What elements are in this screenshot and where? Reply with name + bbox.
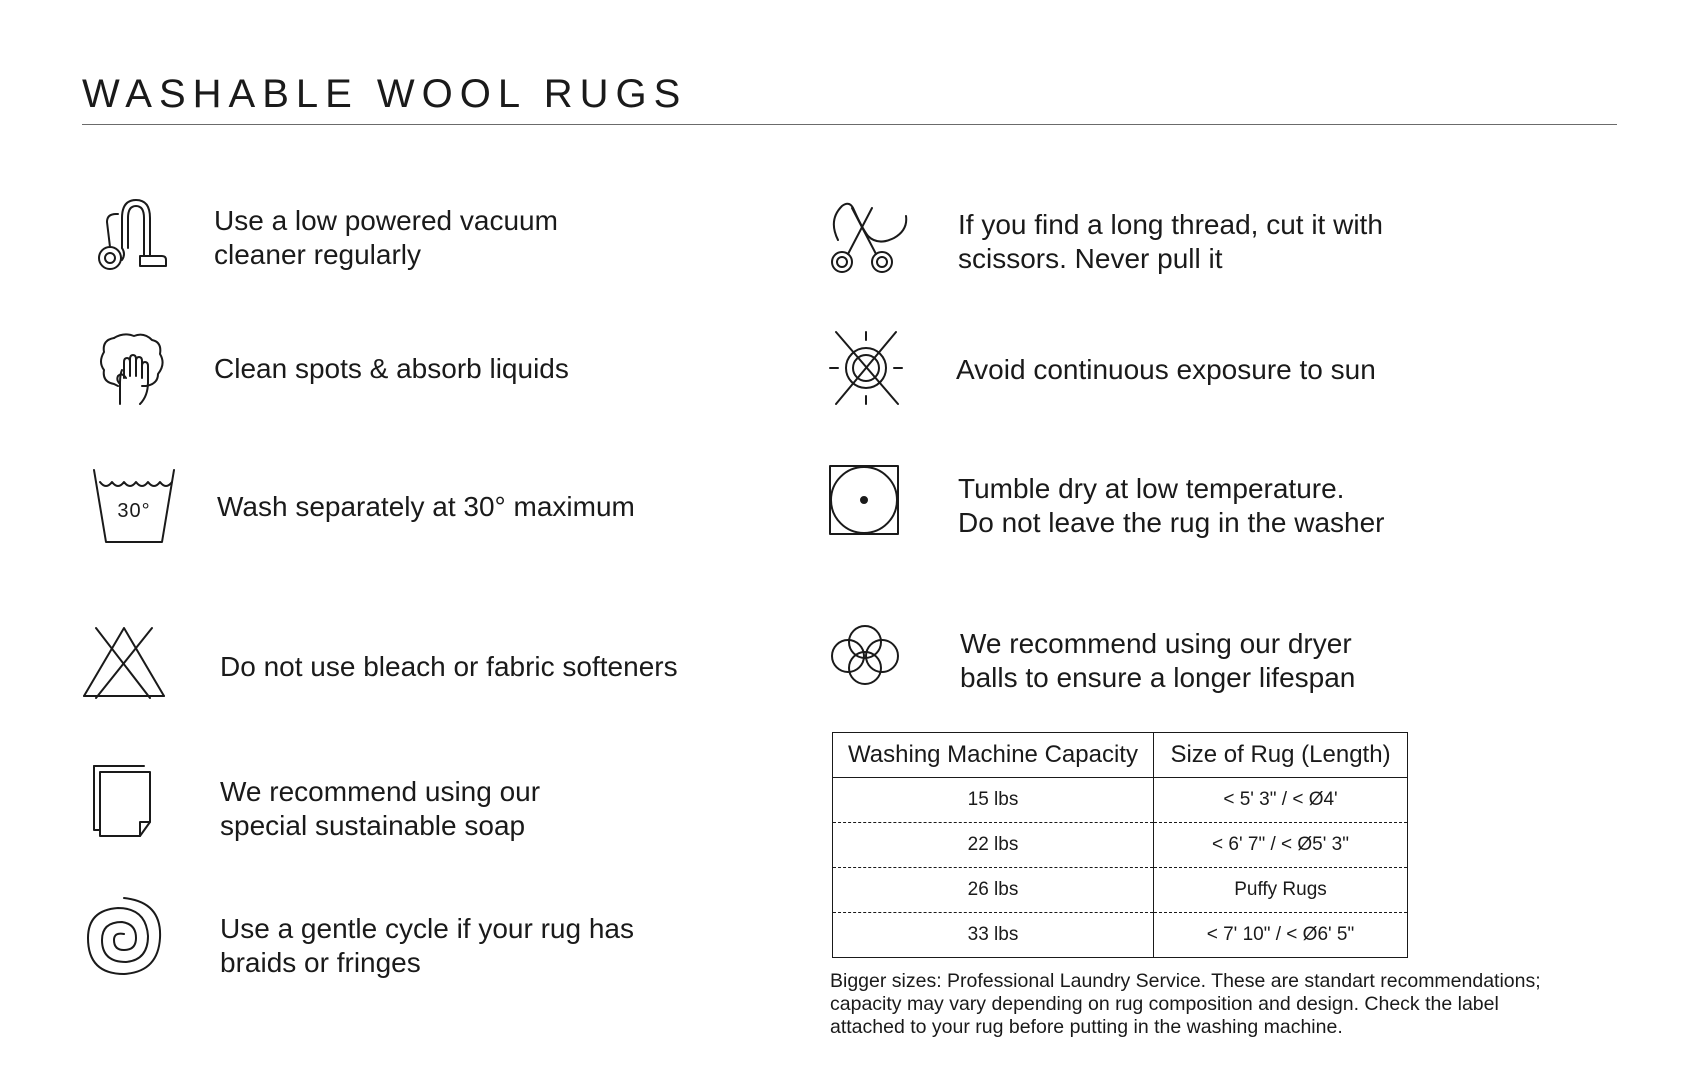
table-row (833, 913, 1408, 958)
vacuum-cleaner-icon (96, 196, 170, 274)
hand-blotting-icon (96, 330, 168, 410)
capacity-cell: 15 lbs (833, 778, 1154, 823)
no-sun-icon (828, 330, 904, 406)
instruction-line: Do not use bleach or fabric softeners (220, 651, 678, 682)
instruction-line: cleaner regularly (214, 239, 421, 270)
instruction-line: Use a gentle cycle if your rug has (220, 913, 634, 944)
instruction-scissors (958, 208, 1383, 276)
instruction-line: Wash separately at 30° maximum (217, 491, 635, 522)
column-header-capacity: Washing Machine Capacity (833, 733, 1154, 778)
footnote-line: capacity may vary depending on rug composition and design. Check the label (830, 993, 1499, 1015)
table-row (833, 868, 1408, 913)
rug-size-cell: < 5' 3" / < Ø4' (1154, 778, 1408, 823)
wash-temperature-label: 30° (117, 500, 151, 522)
instruction-line: We recommend using our (220, 776, 541, 807)
rug-size-cell: Puffy Rugs (1154, 868, 1408, 913)
instruction-tumble-dry (958, 472, 1384, 540)
instruction-line: We recommend using our dryer (960, 628, 1352, 659)
capacity-table (832, 732, 1408, 958)
instruction-line: Tumble dry at low temperature. (958, 473, 1345, 504)
instruction-soap (220, 775, 540, 843)
instruction-line: balls to ensure a longer lifespan (960, 662, 1356, 693)
instruction-line: Do not leave the rug in the washer (958, 507, 1385, 538)
instruction-line: braids or fringes (220, 947, 421, 978)
instruction-bleach (220, 650, 678, 684)
table-row (833, 823, 1408, 868)
instruction-blot (214, 352, 569, 386)
footnote-line: attached to your rug before putting in the washing machine. (830, 1016, 1343, 1038)
dryer-balls-icon (828, 624, 902, 686)
instruction-sun (956, 353, 1376, 387)
gentle-cycle-spiral-icon (84, 894, 164, 978)
title-divider (82, 124, 1617, 125)
instruction-line: Clean spots & absorb liquids (214, 353, 569, 384)
wash-tub-30-icon (92, 468, 176, 544)
instruction-line: If you find a long thread, cut it with (958, 209, 1383, 240)
capacity-cell: 33 lbs (833, 913, 1154, 958)
instruction-line: Avoid continuous exposure to sun (956, 354, 1376, 385)
footnote-line: Bigger sizes: Professional Laundry Service. These are standart recommendations; (830, 970, 1541, 992)
capacity-cell: 26 lbs (833, 868, 1154, 913)
footnote (830, 970, 1630, 1039)
page-title: WASHABLE WOOL RUGS (82, 72, 688, 116)
table-row (833, 778, 1408, 823)
tumble-dry-low-icon (828, 464, 900, 536)
no-bleach-icon (82, 626, 166, 700)
column-header-rug-size: Size of Rug (Length) (1154, 733, 1408, 778)
instruction-vacuum (214, 204, 558, 272)
rug-size-cell: < 7' 10" / < Ø6' 5" (1154, 913, 1408, 958)
instruction-dryer-balls (960, 627, 1355, 695)
rug-size-cell: < 6' 7" / < Ø5' 3" (1154, 823, 1408, 868)
instruction-wash (217, 490, 635, 524)
instruction-gentle-cycle (220, 912, 634, 980)
instruction-line: special sustainable soap (220, 810, 526, 841)
table-header-row (833, 733, 1408, 778)
instruction-line: Use a low powered vacuum (214, 205, 558, 236)
instruction-line: scissors. Never pull it (958, 243, 1223, 274)
soap-sheets-icon (92, 764, 156, 840)
scissors-icon (828, 200, 910, 278)
capacity-cell: 22 lbs (833, 823, 1154, 868)
